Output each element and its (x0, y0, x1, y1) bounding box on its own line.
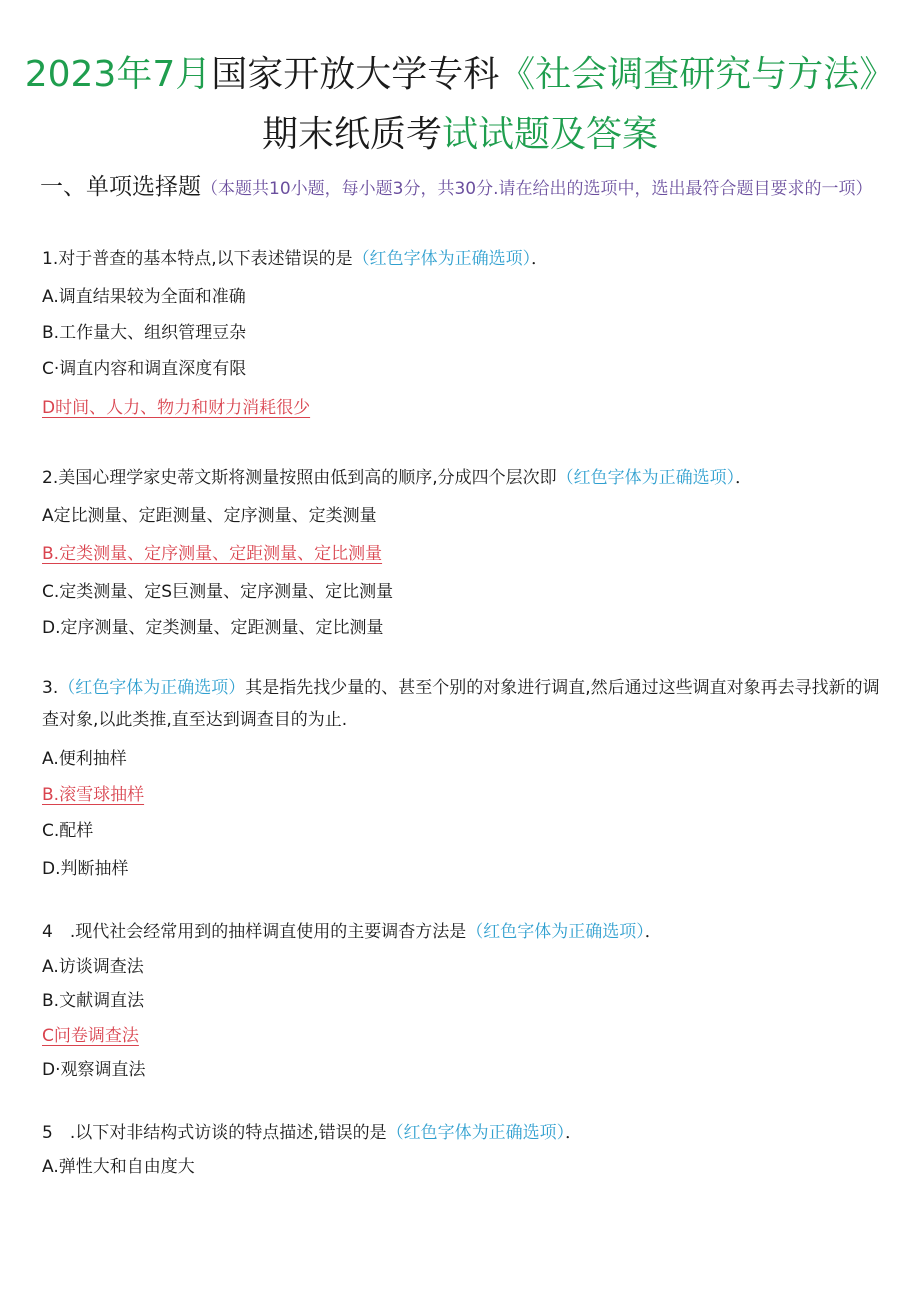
question-1-option-b: B.工作量大、组织管理豆杂 (42, 323, 247, 343)
question-1-stem (42, 245, 887, 273)
question-1-text: 1.对于普查的基本特点,以下表述错误的是 (42, 249, 353, 269)
question-4-option-d: D·观察调直法 (42, 1060, 146, 1080)
section-heading: 一、单项选择题 (40, 174, 201, 200)
question-1-option-c: C·调直内容和调直深度有限 (42, 359, 247, 379)
question-3-option-d: D.判断抽样 (42, 859, 129, 879)
question-5-option-a: A.弹性大和自由度大 (42, 1157, 195, 1177)
question-2-text: 2.美国心理学家史蒂文斯将测量按照由低到高的顺序,分成四个层次即 (42, 468, 557, 488)
question-3-stem (42, 672, 887, 736)
question-3-option-b-correct: B.滚雪球抽样 (42, 785, 145, 805)
question-1-option-a: A.调直结果较为全面和准确 (42, 287, 246, 307)
question-2-option-a: A定比测量、定距测量、定序测量、定类测量 (42, 506, 377, 526)
question-2-stem (42, 464, 887, 492)
title-exam-type: 期末纸质考 (261, 114, 442, 155)
question-3-option-a: A.便利抽样 (42, 749, 127, 769)
question-2-option-d: D.定序测量、定类测量、定距测量、定比测量 (42, 618, 384, 638)
question-4-option-c-correct: C问卷调查法 (42, 1026, 139, 1046)
question-3-option-c: C.配样 (42, 821, 94, 841)
title-year: 2023年7月 (24, 54, 212, 95)
title-university: 国家开放大学专科 (211, 54, 500, 95)
question-5-end: ． (565, 1123, 583, 1143)
question-4-option-a: A.访谈调查法 (42, 957, 144, 977)
answer-hint: （红色字体为正确选项） (386, 1123, 566, 1143)
answer-hint: （红色字体为正确选项） (466, 922, 645, 942)
section-header (40, 170, 885, 206)
section-instructions: （本题共10小题，每小题3分，共30分.请在给出的选项中，选出最符合题目要求的一项） (201, 179, 873, 199)
answer-hint: （红色字体为正确选项） (556, 468, 736, 488)
question-2-option-b-correct: B.定类测量、定序测量、定距测量、定比测量 (42, 544, 383, 564)
question-4-option-b: B.文献调直法 (42, 991, 145, 1011)
question-1-option-d-correct: D时间、人力、物力和财力消耗很少 (42, 398, 311, 418)
title-answers: 试试题及答案 (442, 114, 659, 155)
answer-hint: （红色字体为正确选项） (58, 678, 246, 698)
question-4-end: ． (644, 922, 662, 942)
title-course: 《社会调查研究与方法》 (499, 54, 896, 95)
question-2-end: ． (735, 468, 753, 488)
document-title-line1 (0, 52, 920, 98)
question-4-stem (42, 918, 887, 946)
document-title-line2 (0, 112, 920, 158)
question-5-stem (42, 1119, 887, 1147)
question-3-text-rest: 其是指先找少量的、甚至个别的对象进行调直,然后通过这些调直对象再去寻找新的调查对象,以此类推,直至达到调查目的为止. (42, 678, 880, 730)
answer-hint: （红色字体为正确选项） (352, 249, 532, 269)
question-5-text: 5 .以下对非结构式访谈的特点描述,错误的是 (42, 1123, 387, 1143)
question-3-text: 3. (42, 678, 59, 698)
question-4-text: 4 .现代社会经常用到的抽样调直使用的主要调杳方法是 (42, 922, 467, 942)
question-1-end: ． (531, 249, 549, 269)
question-2-option-c: C.定类测量、定S巨测量、定序测量、定比测量 (42, 582, 394, 602)
